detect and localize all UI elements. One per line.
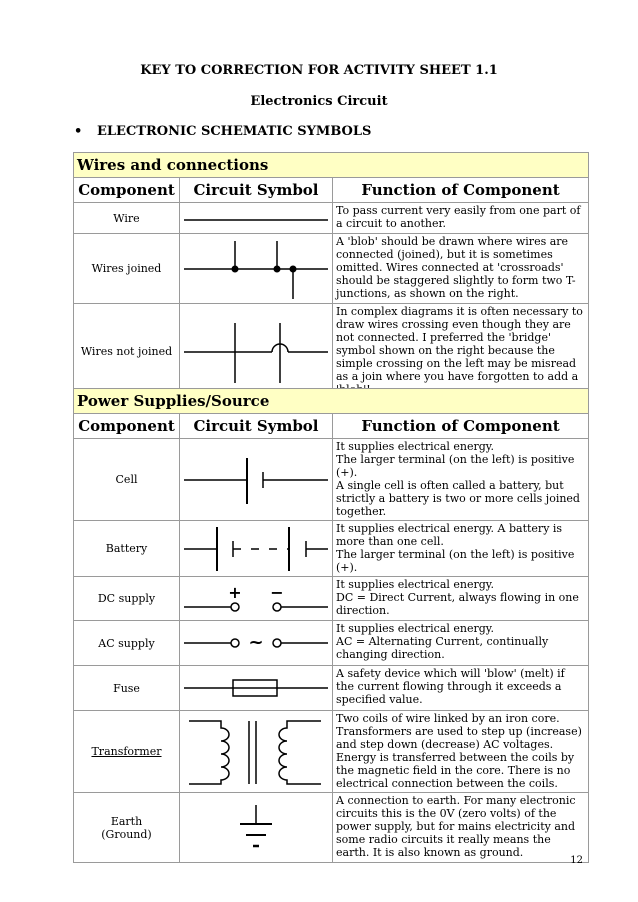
table-row xyxy=(74,793,589,863)
wires-table xyxy=(73,152,589,399)
column-header-symbol: Circuit Symbol xyxy=(180,178,333,203)
component-name: Wires not joined xyxy=(74,304,180,399)
component-function: A connection to earth. For many electronic circuits this is the 0V (zero volts) of the power supply, but for mains electricity and some radio circuits it really means the earth. It is also known as ground. xyxy=(333,793,589,863)
section-title-power: Power Supplies/Source xyxy=(74,389,589,414)
component-name: Battery xyxy=(74,521,180,577)
cell-symbol xyxy=(180,439,333,521)
table-row xyxy=(74,439,589,521)
dc-supply-symbol xyxy=(180,577,333,621)
table-row xyxy=(74,203,589,234)
component-name: Wire xyxy=(74,203,180,234)
transformer-symbol xyxy=(180,711,333,793)
component-name: AC supply xyxy=(74,621,180,666)
table-row xyxy=(74,711,589,793)
column-header-symbol: Circuit Symbol xyxy=(180,414,333,439)
component-name: Fuse xyxy=(74,666,180,711)
plus-sign: + xyxy=(228,582,242,602)
wire-symbol xyxy=(180,203,333,234)
section-title-wires: Wires and connections xyxy=(74,153,589,178)
ac-supply-symbol xyxy=(180,621,333,666)
component-name: Earth (Ground) xyxy=(74,793,180,863)
component-function: A 'blob' should be drawn where wires are connected (joined), but it is sometimes omitted. Wires connected at 'crossroads' should be staggered slightly to form two T-junctions, as shown on the right. xyxy=(333,234,589,304)
column-header-component: Component xyxy=(74,414,180,439)
table-row xyxy=(74,666,589,711)
table-row xyxy=(74,621,589,666)
page-title: KEY TO CORRECTION FOR ACTIVITY SHEET 1.1 xyxy=(140,63,498,78)
wires-not-joined-symbol xyxy=(180,304,333,399)
component-name: Cell xyxy=(74,439,180,521)
component-name: Transformer xyxy=(74,711,180,793)
bullet-heading xyxy=(74,124,371,139)
table-row xyxy=(74,577,589,621)
power-supplies-table xyxy=(73,388,589,863)
battery-symbol xyxy=(180,521,333,577)
component-function: It supplies electrical energy. A battery is more than one cell. The larger terminal (on the left) is positive (+). xyxy=(333,521,589,577)
page-number: 12 xyxy=(570,855,583,866)
table-row xyxy=(74,234,589,304)
table-row xyxy=(74,521,589,577)
component-name: Wires joined xyxy=(74,234,180,304)
component-function: In complex diagrams it is often necessary to draw wires crossing even though they are not connected. I preferred the 'bridge' symbol shown on the right because the simple crossing on the left may be misread as a join where you have forgotten to add a xyxy=(333,304,589,399)
column-header-function: Function of Component xyxy=(333,178,589,203)
earth-symbol xyxy=(180,793,333,863)
component-function: It supplies electrical energy. AC = Alternating Current, continually changing direction. xyxy=(333,621,589,666)
wires-joined-symbol xyxy=(180,234,333,304)
column-header-component: Component xyxy=(74,178,180,203)
component-name: DC supply xyxy=(74,577,180,621)
bullet-heading-text: ELECTRONIC SCHEMATIC SYMBOLS xyxy=(97,124,372,139)
component-function: It supplies electrical energy. DC = Direct Current, always flowing in one direction. xyxy=(333,577,589,621)
component-function: Two coils of wire linked by an iron core. Transformers are used to step up (increase) and step down (decrease) AC voltages. Energy is transferred between the coils by the magnetic field in the core. There is no electrical connection between the coils. xyxy=(333,711,589,793)
page-subtitle: Electronics Circuit xyxy=(250,94,388,109)
fuse-symbol xyxy=(180,666,333,711)
table-row xyxy=(74,304,589,399)
tilde-sign: ~ xyxy=(248,632,264,653)
component-function: A safety device which will 'blow' (melt) if the current flowing through it exceeds a specified value. xyxy=(333,666,589,711)
component-function: To pass current very easily from one part of a circuit to another. xyxy=(333,203,589,234)
bullet-icon: • xyxy=(74,124,83,139)
column-header-function: Function of Component xyxy=(333,414,589,439)
minus-sign: − xyxy=(270,582,284,602)
component-function: It supplies electrical energy. The larger terminal (on the left) is positive (+). A single cell is often called a battery, but strictly a battery is two or more cells joined together. xyxy=(333,439,589,521)
